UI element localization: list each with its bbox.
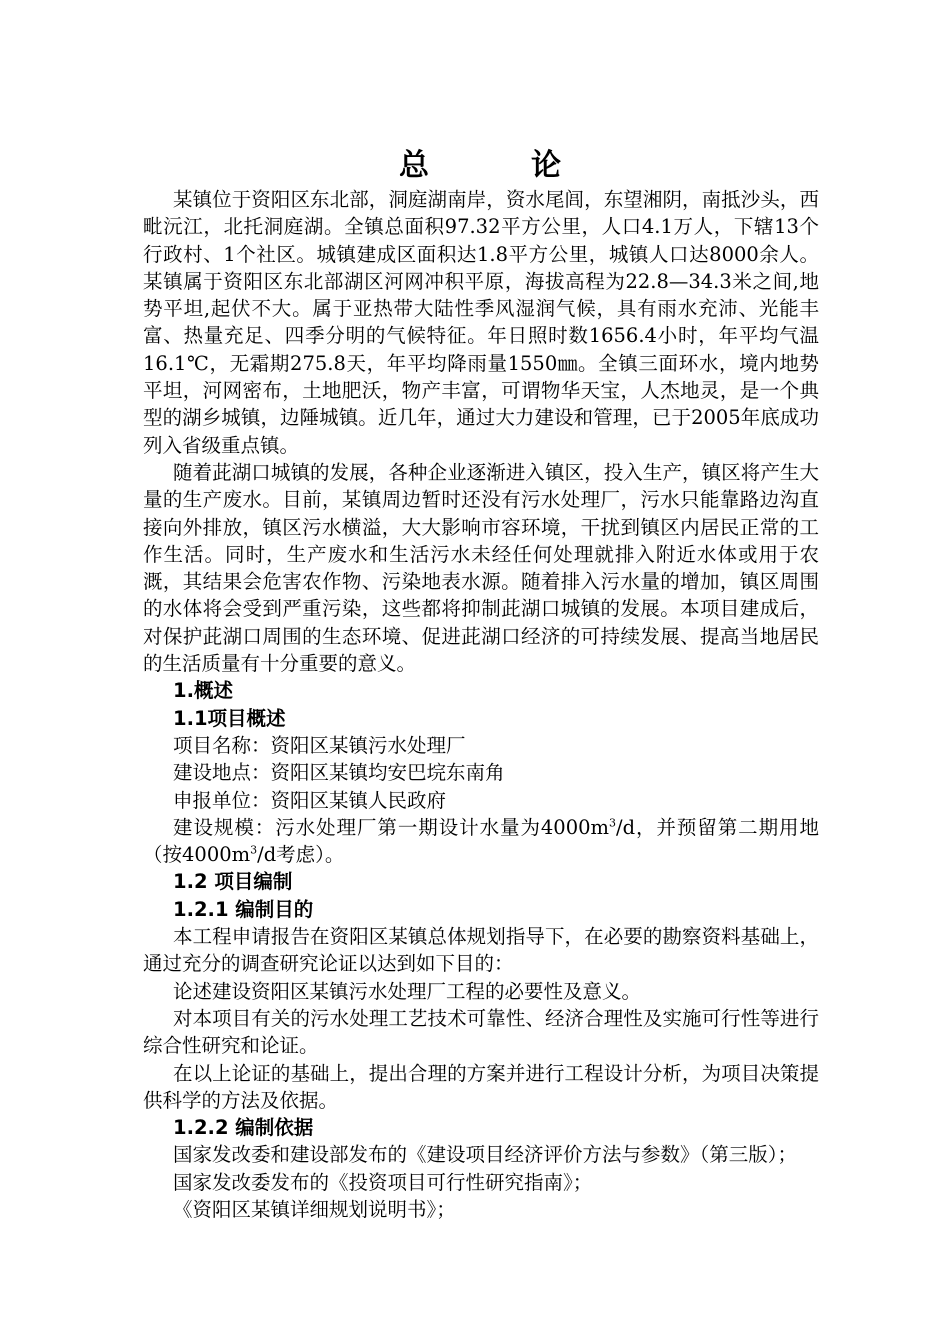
- document-page: [143, 146, 819, 1223]
- scale-text-c: /d考虑）。: [257, 843, 345, 867]
- basis-item-2: 国家发改委发布的《投资项目可行性研究指南》；: [173, 1170, 593, 1194]
- section-heading-1-2-2: 1.2.2 编制依据: [173, 1116, 314, 1140]
- section-heading-1-1: 1.1项目概述: [173, 706, 286, 730]
- scale-text-a: 建设规模：污水处理厂第一期设计水量为4000m: [173, 815, 609, 839]
- basis-item-1: 国家发改委和建设部发布的《建设项目经济评价方法与参数》（第三版）；: [173, 1143, 798, 1167]
- section-heading-1: 1.概述: [173, 679, 233, 703]
- project-name-line: 项目名称：资阳区某镇污水处理厂: [173, 733, 466, 757]
- intro-paragraph-2: 随着茈湖口城镇的发展，各种企业逐渐进入镇区，投入生产，镇区将产生大量的生产废水。目前，某镇周边暂时还没有污水处理厂，污水只能靠路边沟直接向外排放，镇区污水横溢，大大影响市容环境，干扰到镇区内居民正常的工作生活。同时，生产废水和生活污水未经任何处理就排入附近水体或用于农溉，其结果会危害农作物、污染地表水源。随着排入污水量的增加，镇区周围的水体将会受到严重污染，这些都将抑制茈湖口城镇的发展。本项目建成后，对保护茈湖口周围的生态环境、促进茈湖口经济的可持续发展、提高当地居民的生活质量有十分重要的意义。: [143, 460, 819, 676]
- intro-paragraph-1: 某镇位于资阳区东北部，洞庭湖南岸，资水尾闾，东望湘阴，南抵沙头，西毗沅江，北托洞庭湖。全镇总面积97.32平方公里，人口4.1万人，下辖13个行政村、1个社区。城镇建成区面积达1.8平方公里，城镇人口达8000余人。某镇属于资阳区东北部湖区河网冲积平原，海拔高程为22.8—34.3米之间,地势平坦,起伏不大。属于亚热带大陆性季风湿润气候，具有雨水充沛、光能丰富、热量充足、四季分明的气候特征。年日照时数1656.4小时，年平均气温16.1℃，无霜期275.8天，年平均降雨量1550㎜。全镇三面环水，境内地势平坦，河网密布，土地肥沃，物产丰富，可谓物华天宝，人杰地灵，是一个典型的湖乡城镇，边陲城镇。近几年，通过大力建设和管理，已于2005年底成功列入省级重点镇。: [143, 188, 819, 457]
- section-heading-1-2: 1.2 项目编制: [173, 870, 293, 894]
- project-scale-line: [143, 814, 819, 869]
- purpose-item-2: 对本项目有关的污水处理工艺技术可靠性、经济合理性及实施可行性等进行综合性研究和论证。: [143, 1006, 819, 1058]
- basis-item-3: 《资阳区某镇详细规划说明书》；: [173, 1197, 456, 1221]
- scale-superscript-2: 3: [250, 843, 258, 857]
- applicant-line: 申报单位：资阳区某镇人民政府: [173, 788, 447, 812]
- scale-superscript-1: 3: [609, 816, 616, 830]
- purpose-intro-paragraph: 本工程申请报告在资阳区某镇总体规划指导下，在必要的勘察资料基础上，通过充分的调查研究论证以达到如下目的：: [143, 925, 819, 976]
- purpose-item-1: 论述建设资阳区某镇污水处理厂工程的必要性及意义。: [173, 979, 642, 1003]
- purpose-item-3: 在以上论证的基础上，提出合理的方案并进行工程设计分析，为项目决策提供科学的方法及依据。: [143, 1061, 819, 1112]
- title-part-1: 总: [399, 148, 431, 183]
- section-heading-1-2-1: 1.2.1 编制目的: [173, 897, 314, 921]
- title-part-2: 论: [531, 148, 563, 183]
- scale-text-b: /d，并预留第二期用地（按4000m: [143, 815, 819, 867]
- document-title: [143, 146, 819, 186]
- project-site-line: 建设地点：资阳区某镇均安巴垸东南角: [173, 761, 505, 785]
